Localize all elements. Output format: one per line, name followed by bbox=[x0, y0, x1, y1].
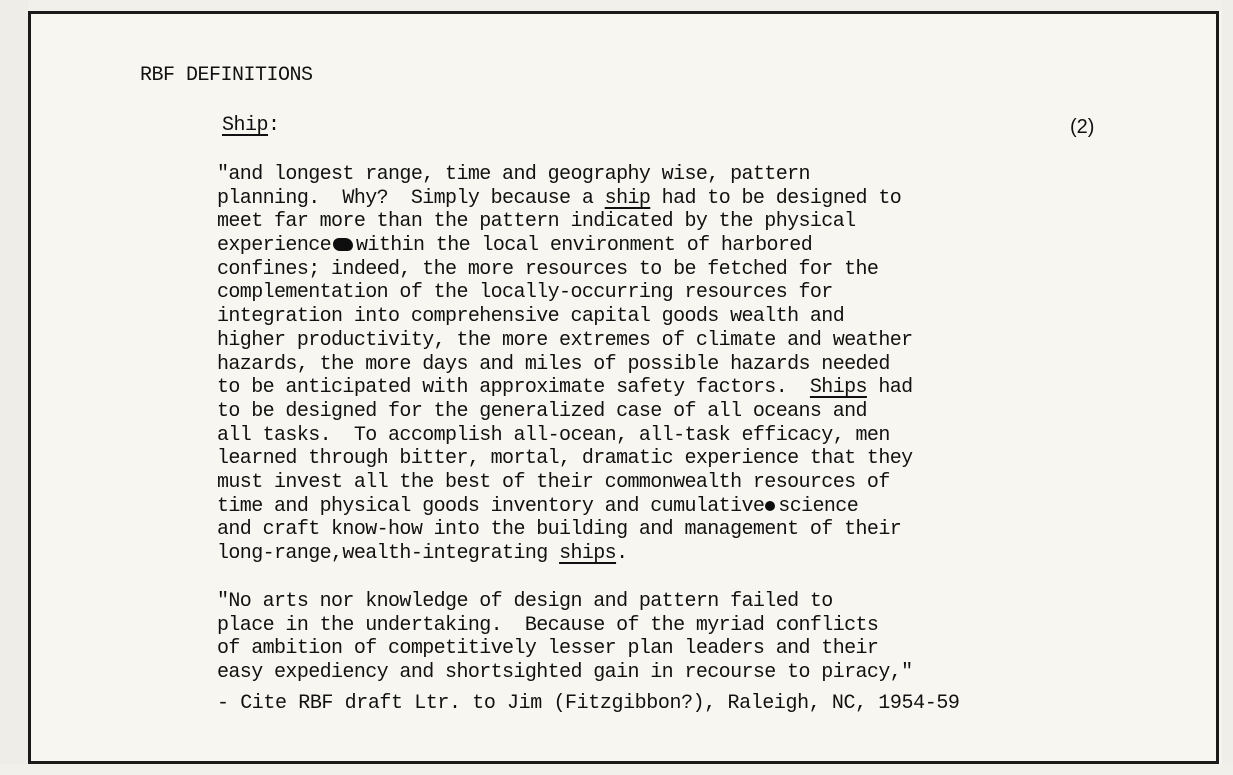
text-segment: within the local environment of harbored bbox=[356, 234, 813, 258]
document-heading: RBF DEFINITIONS bbox=[140, 64, 313, 87]
text-line bbox=[217, 376, 913, 400]
text-line: to be designed for the generalized case of all oceans and bbox=[217, 399, 867, 423]
text-line bbox=[217, 542, 913, 566]
text-segment: long-range,wealth-integrating bbox=[217, 542, 560, 565]
page-number: (2) bbox=[1070, 116, 1095, 138]
text-line bbox=[217, 234, 913, 258]
text-line: place in the undertaking. Because of the myriad conflicts bbox=[217, 613, 879, 637]
text-segment: had bbox=[866, 376, 913, 400]
quote-paragraph-1 bbox=[217, 163, 913, 566]
text-line: meet far more than the pattern indicated by the physical bbox=[217, 210, 856, 234]
underlined-word: ships bbox=[559, 542, 617, 565]
text-segment: time and physical goods inventory and cumulative bbox=[217, 494, 765, 518]
text-line: higher productivity, the more extremes of climate and weather bbox=[217, 328, 913, 352]
text-line bbox=[217, 187, 913, 211]
text-line: all tasks. To accomplish all-ocean, all-task efficacy, men bbox=[217, 423, 890, 447]
top-margin bbox=[0, 0, 1233, 11]
text-segment: . bbox=[616, 542, 628, 565]
text-segment: science bbox=[778, 494, 859, 518]
text-line: complementation of the locally-occurring resources for bbox=[217, 281, 833, 305]
text-line: and craft know-how into the building and management of their bbox=[217, 518, 902, 542]
term-word: Ship bbox=[222, 114, 269, 137]
text-segment: experience bbox=[217, 234, 332, 258]
text-line: learned through bitter, mortal, dramatic experience that they bbox=[217, 447, 913, 471]
bottom-margin bbox=[0, 764, 1233, 775]
right-margin bbox=[1222, 0, 1233, 775]
text-line: "No arts nor knowledge of design and pattern failed to bbox=[217, 590, 833, 613]
text-line: of ambition of competitively lesser plan leaders and their bbox=[217, 637, 879, 661]
text-line: "and longest range, time and geography wise, pattern bbox=[217, 163, 810, 186]
ink-blot-icon bbox=[333, 238, 353, 251]
text-line: hazards, the more days and miles of possible hazards needed bbox=[217, 352, 890, 376]
text-segment: had to be designed to bbox=[650, 186, 902, 210]
text-line: confines; indeed, the more resources to be fetched for the bbox=[217, 257, 879, 281]
definition-term bbox=[222, 114, 280, 137]
text-line bbox=[217, 495, 913, 519]
text-segment: to be anticipated with approximate safety factors. bbox=[217, 376, 810, 400]
ink-dot-icon bbox=[765, 501, 775, 511]
underlined-word: Ships bbox=[809, 376, 867, 400]
left-margin bbox=[0, 0, 28, 775]
citation-line: - Cite RBF draft Ltr. to Jim (Fitzgibbon?), Raleigh, NC, 1954-59 bbox=[217, 692, 960, 715]
text-segment: planning. Why? Simply because a bbox=[217, 186, 605, 210]
underlined-word: ship bbox=[604, 186, 651, 210]
term-suffix: : bbox=[268, 114, 280, 137]
text-line: must invest all the best of their commonwealth resources of bbox=[217, 470, 890, 494]
text-line: integration into comprehensive capital goods wealth and bbox=[217, 305, 845, 329]
quote-paragraph-2 bbox=[217, 590, 913, 685]
text-line: easy expediency and shortsighted gain in recourse to piracy," bbox=[217, 661, 913, 685]
